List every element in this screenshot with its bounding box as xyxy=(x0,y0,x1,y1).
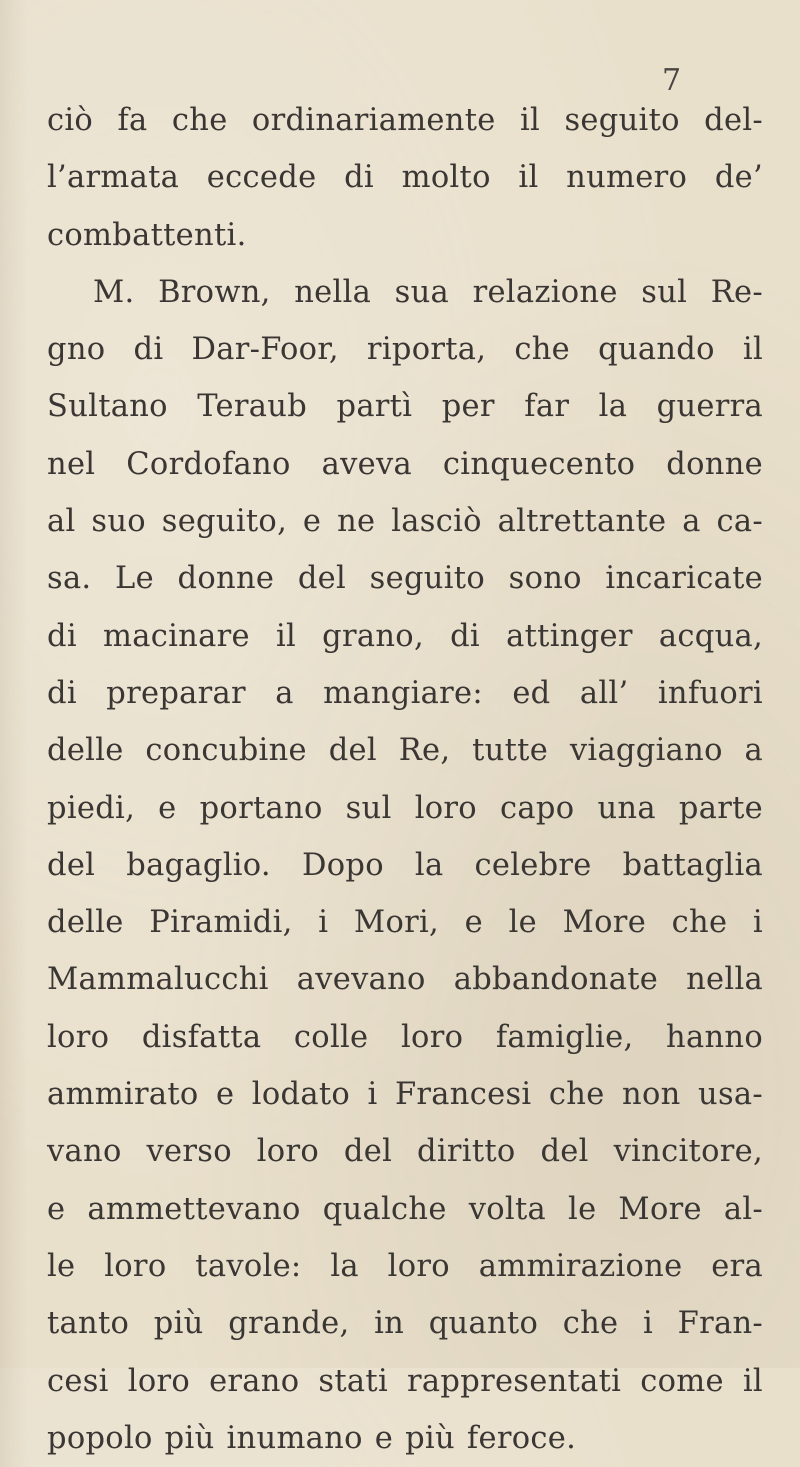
text-line: al suo seguito, e ne lasciò altrettante a ca- xyxy=(47,504,763,540)
page-number: 7 xyxy=(662,63,682,98)
text-line: cesi loro erano stati rappresentati come il xyxy=(47,1363,763,1399)
text-line: ciò fa che ordinariamente il seguito del- xyxy=(47,103,763,138)
body-text xyxy=(47,92,763,1467)
text-line: ammirato e lodato i Francesi che non usa- xyxy=(47,1077,763,1113)
text-line: combattenti. xyxy=(47,217,247,253)
text-line: gno di Dar-Foor, riporta, che quando il xyxy=(47,332,763,368)
text-line: loro disfatta colle loro famiglie, hanno xyxy=(47,1019,763,1055)
text-line: sa. Le donne del seguito sono incaricate xyxy=(47,561,763,597)
text-line: vano verso loro del diritto del vincitore, xyxy=(47,1134,763,1170)
text-line: Mammalucchi avevano abbandonate nella xyxy=(47,962,763,998)
text-line: piedi, e portano sul loro capo una parte xyxy=(47,790,763,826)
text-line: le loro tavole: la loro ammirazione era xyxy=(47,1248,763,1284)
text-line: di macinare il grano, di attinger acqua, xyxy=(47,618,763,654)
text-line: di preparar a mangiare: ed all’ infuori xyxy=(47,675,763,711)
text-line: delle concubine del Re, tutte viaggiano a xyxy=(47,733,763,769)
text-line: tanto più grande, in quanto che i Fran- xyxy=(47,1306,763,1342)
text-line: M. Brown, nella sua relazione sul Re- xyxy=(93,274,763,310)
text-line: nel Cordofano aveva cinquecento donne xyxy=(47,446,763,482)
text-line: Sultano Teraub partì per far la guerra xyxy=(47,389,763,425)
text-line: del bagaglio. Dopo la celebre battaglia xyxy=(47,847,763,883)
text-line: l’armata eccede di molto il numero de’ xyxy=(47,160,763,196)
text-line: delle Piramidi, i Mori, e le More che i xyxy=(47,905,763,941)
text-line: e ammettevano qualche volta le More al- xyxy=(47,1191,763,1227)
text-line: popolo più inumano e più feroce. xyxy=(47,1420,577,1456)
